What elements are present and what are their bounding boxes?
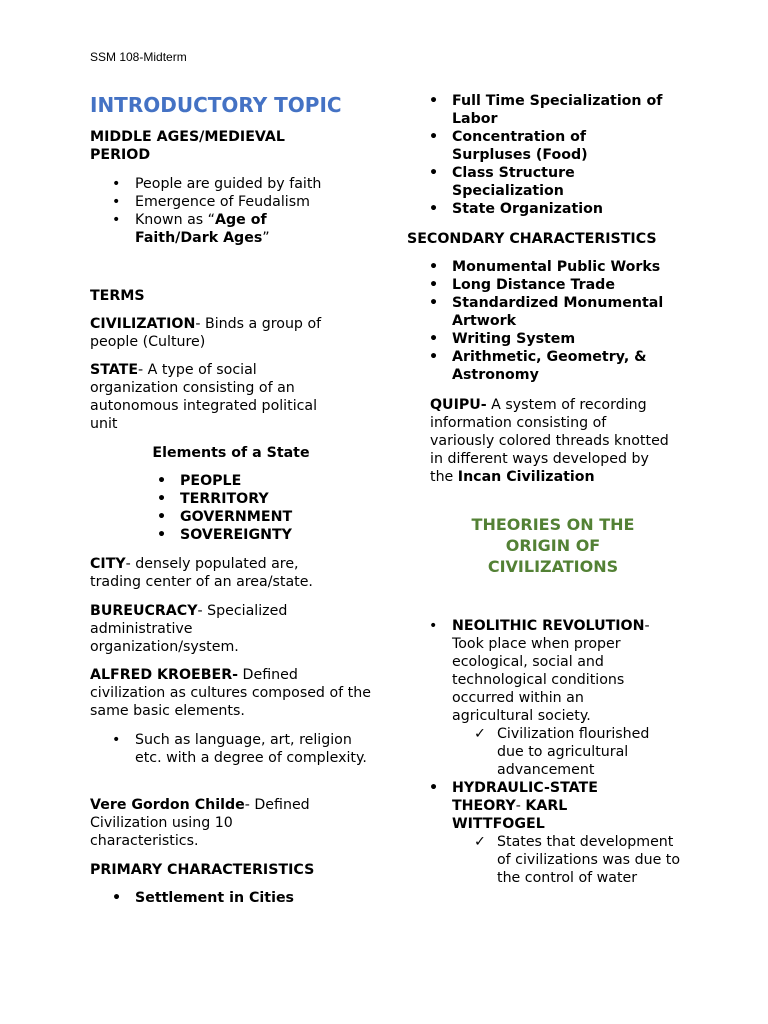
list-item: • Standardized Monumental Artwork <box>429 295 664 329</box>
period-bullet-list <box>90 175 372 247</box>
bullet-icon: • <box>429 277 439 293</box>
bullet-icon: • <box>157 527 167 543</box>
bullet-icon: • <box>429 618 438 634</box>
bullet-icon: • <box>112 194 121 210</box>
bullet-icon: • <box>429 331 439 347</box>
neolithic-item: • NEOLITHIC REVOLUTION- Took place when proper ecological, social and technological conditions occurred within an agricultural society. ✓ Civilization flourished due to agricultural advancement <box>407 617 687 779</box>
list-item: • TERRITORY <box>157 491 269 507</box>
bullet-icon: • <box>112 890 122 906</box>
quipu-definition: QUIPU- A system of recording information consisting of variously colored threads knotted in different ways developed by the Incan Civilization <box>430 397 669 485</box>
document-header: SSM 108-Midterm <box>90 50 187 64</box>
list-item: • Emergence of Feudalism <box>112 194 310 210</box>
bureucracy-definition: BUREUCRACY- Specialized administrative organization/system. <box>90 603 288 655</box>
list-item: • Full Time Specialization of Labor <box>429 93 663 127</box>
hydraulic-item: • HYDRAULIC-STATE THEORY- KARL WITTFOGEL ✓ States that development of civilizations was due to the control of water <box>407 779 687 887</box>
list-item: • Long Distance Trade <box>429 277 615 293</box>
list-item: • People are guided by faith <box>112 176 322 192</box>
checkmark-icon: ✓ <box>474 834 486 850</box>
bullet-icon: • <box>429 349 439 365</box>
elements-list <box>135 472 372 544</box>
bullet-icon: • <box>157 509 167 525</box>
bullet-icon: • <box>112 212 121 228</box>
list-item: • Concentration of Surpluses (Food) <box>429 129 588 163</box>
city-definition: CITY- densely populated are, trading center of an area/state. <box>90 556 313 590</box>
neolithic-check-item: ✓ Civilization flourished due to agricultural advancement <box>474 726 650 778</box>
theories-heading: THEORIES ON THE ORIGIN OF CIVILIZATIONS <box>471 515 635 576</box>
bullet-icon: • <box>157 491 167 507</box>
checkmark-icon: ✓ <box>474 726 486 742</box>
kroeber-definition: ALFRED KROEBER- Defined civilization as cultures composed of the same basic elements. <box>90 667 371 719</box>
list-item: • Class Structure Specialization <box>429 165 575 199</box>
bullet-icon: • <box>429 201 439 217</box>
primary-list-continued <box>407 92 692 218</box>
bullet-icon: • <box>429 780 439 796</box>
bullet-icon: • <box>429 165 439 181</box>
period-heading: MIDDLE AGES/MEDIEVAL PERIOD <box>90 129 285 163</box>
list-item: • Arithmetic, Geometry, & Astronomy <box>429 349 647 383</box>
list-item: • PEOPLE <box>157 473 242 489</box>
list-item: • Monumental Public Works <box>429 259 661 275</box>
list-item: • Known as “Age of Faith/Dark Ages” <box>112 212 270 246</box>
bullet-icon: • <box>429 93 439 109</box>
kroeber-bullet-list <box>90 731 372 767</box>
bullet-icon: • <box>112 176 121 192</box>
state-definition: STATE- A type of social organization consisting of an autonomous integrated political unit <box>90 362 318 432</box>
list-item: • GOVERNMENT <box>157 509 293 525</box>
secondary-heading: SECONDARY CHARACTERISTICS <box>407 231 657 247</box>
bullet-icon: • <box>429 295 439 311</box>
list-item: • Such as language, art, religion etc. with a degree of complexity. <box>112 732 367 766</box>
secondary-list <box>407 258 692 384</box>
bullet-icon: • <box>112 732 121 748</box>
list-item: • Writing System <box>429 331 576 347</box>
page-title: INTRODUCTORY TOPIC <box>90 93 342 117</box>
list-item: • SOVEREIGNTY <box>157 527 292 543</box>
bullet-icon: • <box>429 259 439 275</box>
list-item: • State Organization <box>429 201 603 217</box>
primary-heading: PRIMARY CHARACTERISTICS <box>90 862 315 878</box>
list-item: • Settlement in Cities <box>112 890 295 906</box>
primary-list-start <box>90 889 372 907</box>
elements-heading: Elements of a State <box>152 445 310 461</box>
bullet-icon: • <box>157 473 167 489</box>
civilization-definition: CIVILIZATION- Binds a group of people (Culture) <box>90 316 322 350</box>
bullet-icon: • <box>429 129 439 145</box>
childe-definition: Vere Gordon Childe- Defined Civilization using 10 characteristics. <box>90 797 310 849</box>
hydraulic-check-item: ✓ States that development of civilizations was due to the control of water <box>474 834 681 886</box>
terms-heading: TERMS <box>90 288 145 304</box>
